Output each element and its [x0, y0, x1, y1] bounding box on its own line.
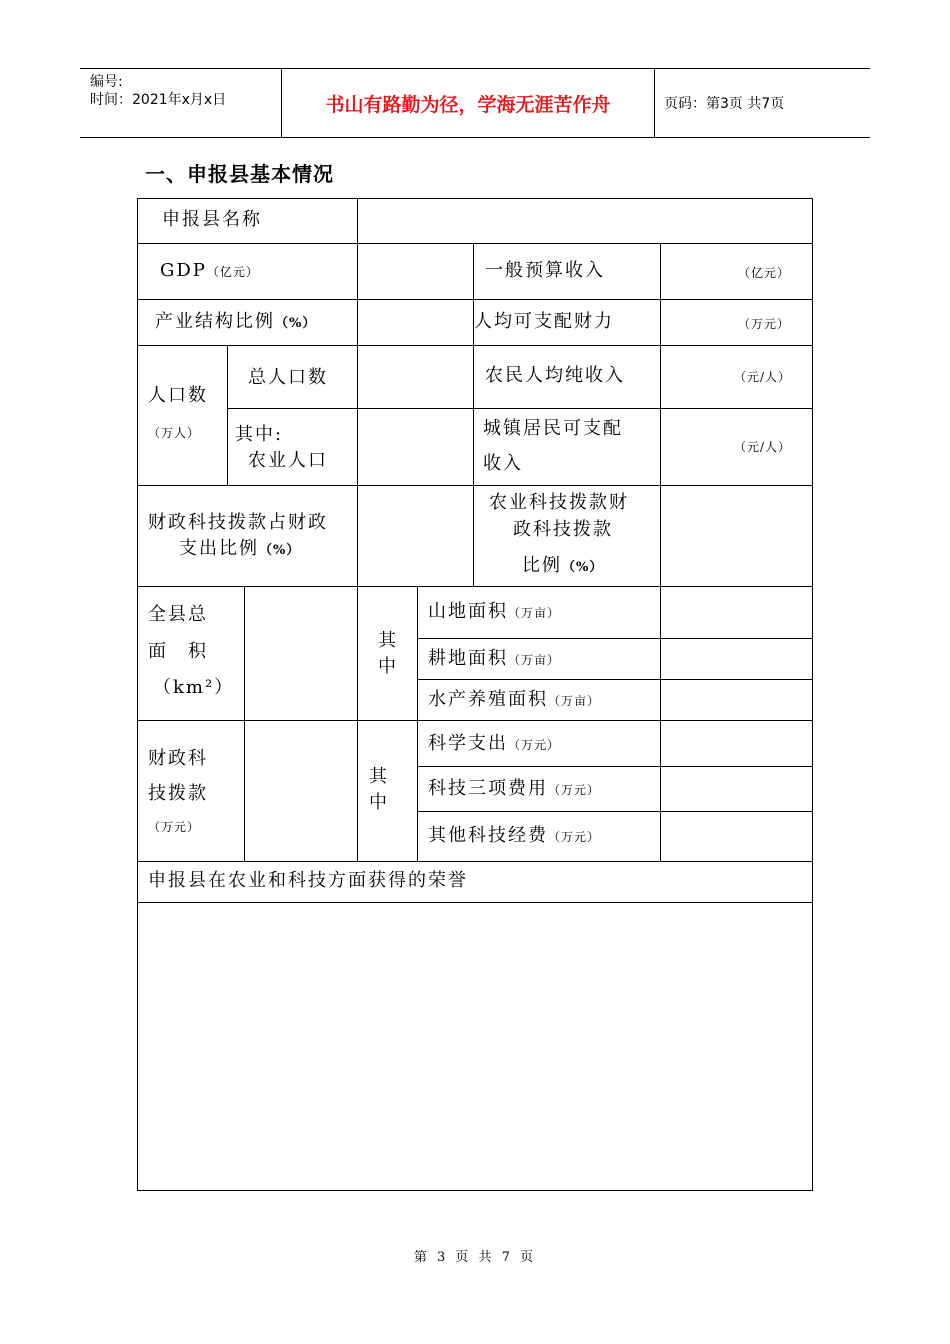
area-label-line3: （km²）	[153, 677, 235, 698]
county-name-label: 申报县名称	[162, 209, 262, 230]
fin-tech-among-2: 中	[369, 792, 389, 813]
grid-line	[660, 586, 661, 861]
agri-tech-ratio-line1: 农业科技拨款财	[489, 492, 629, 513]
grid-line	[137, 902, 813, 903]
other-tech-label: 其他科技经费（万元）	[428, 825, 601, 846]
grid-line	[227, 345, 228, 485]
three-items-label: 科技三项费用（万元）	[428, 778, 601, 799]
section-title: 一、申报县基本情况	[145, 162, 334, 186]
grid-line	[137, 198, 138, 1191]
farmer-income-unit: （元/人）	[734, 370, 792, 384]
area-among-1: 其	[378, 630, 398, 651]
grid-line	[357, 198, 358, 586]
fin-tech-label-line2: 技拨款	[148, 783, 208, 804]
grid-line	[417, 638, 813, 639]
grid-line	[812, 198, 813, 1191]
fin-tech-ratio-line2: 支出比例（%）	[179, 538, 301, 559]
urban-income-label-line1: 城镇居民可支配	[483, 418, 623, 439]
total-population-label: 总人口数	[248, 367, 328, 388]
gdp-label: GDP（亿元）	[160, 260, 259, 281]
per-capita-finance-label: 人均可支配财力	[474, 311, 614, 332]
science-expense-label: 科学支出（万元）	[428, 733, 561, 754]
fin-tech-label-line1: 财政科	[148, 748, 208, 769]
grid-line	[417, 679, 813, 680]
grid-line	[417, 586, 418, 861]
aquaculture-area-label: 水产养殖面积（万亩）	[428, 689, 601, 710]
page-info: 页码：第3页 共7页	[664, 96, 785, 112]
among-label: 其中:	[235, 424, 284, 445]
fin-tech-unit: （万元）	[148, 820, 201, 834]
serial-label: 编号:	[90, 74, 123, 90]
grid-line	[660, 243, 661, 586]
industry-ratio-label: 产业结构比例（%）	[155, 311, 317, 332]
grid-line	[137, 485, 813, 486]
mountain-area-label: 山地面积（万亩）	[428, 601, 561, 622]
grid-line	[244, 586, 245, 861]
grid-line	[357, 586, 358, 861]
budget-income-label: 一般预算收入	[485, 260, 605, 281]
grid-line	[137, 861, 813, 862]
area-among-2: 中	[378, 656, 398, 677]
honors-label: 申报县在农业和科技方面获得的荣誉	[148, 870, 468, 891]
grid-line	[417, 811, 813, 812]
farmland-area-label: 耕地面积（万亩）	[428, 648, 561, 669]
grid-line	[137, 198, 813, 199]
area-label-line2: 面 积	[148, 641, 208, 662]
grid-line	[137, 586, 813, 587]
grid-line	[137, 243, 813, 244]
population-label: 人口数	[148, 385, 208, 406]
area-label-line1: 全县总	[148, 604, 208, 625]
grid-line	[417, 766, 813, 767]
grid-line	[137, 720, 813, 721]
fin-tech-among-1: 其	[369, 766, 389, 787]
grid-line	[137, 1190, 813, 1191]
urban-income-unit: （元/人）	[734, 440, 792, 454]
population-unit: （万人）	[148, 426, 201, 440]
per-capita-finance-unit: （万元）	[738, 317, 791, 331]
page-footer: 第 3 页 共 7 页	[413, 1250, 537, 1265]
agri-tech-ratio-line3: 比例（%）	[522, 555, 604, 576]
urban-income-label-line2: 收入	[483, 453, 523, 474]
grid-line	[137, 299, 813, 300]
grid-line	[473, 243, 474, 586]
budget-income-unit: （亿元）	[738, 266, 791, 280]
agri-population-label: 农业人口	[248, 450, 328, 471]
fin-tech-ratio-line1: 财政科技拨款占财政	[148, 512, 328, 533]
grid-line	[137, 345, 813, 346]
farmer-income-label: 农民人均纯收入	[485, 365, 625, 386]
date-label: 时间：2021年x月x日	[90, 92, 227, 108]
agri-tech-ratio-line2: 政科技拨款	[513, 519, 613, 540]
motto: 书山有路勤为径，学海无涯苦作舟	[325, 93, 611, 116]
grid-line	[227, 408, 813, 409]
